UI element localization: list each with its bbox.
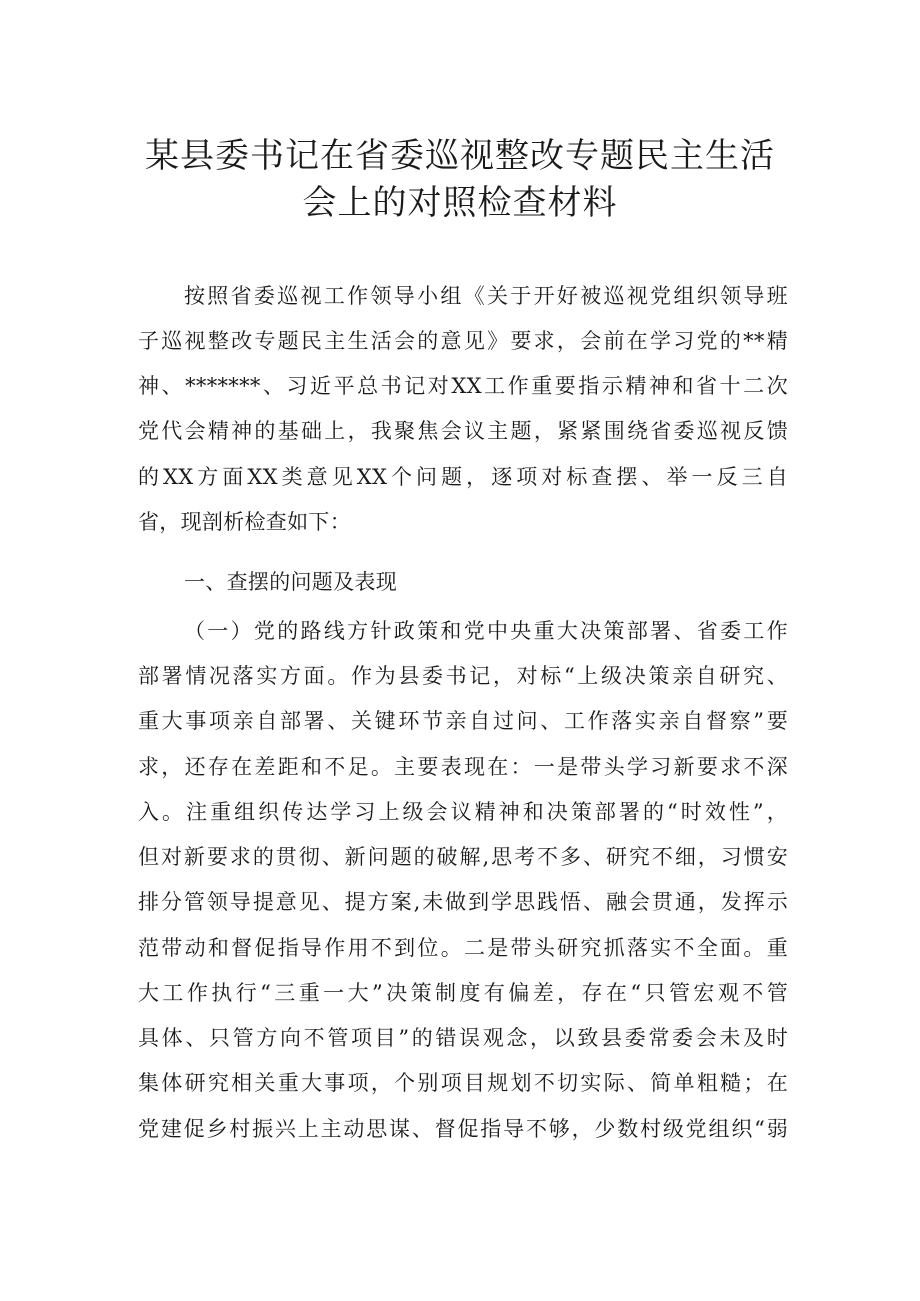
document-title-line-1: 某县委书记在省委巡视整改专题民主生活 (145, 136, 775, 176)
intro-line-3: 神、*******、习近平总书记对XX工作重要指示精神和省十二次 (138, 374, 788, 398)
section-line-2: 部署情况落实方面。作为县委书记，对标“上级决策亲自研究、 (138, 664, 788, 688)
section-line-9: 大工作执行“三重一大”决策制度有偏差，存在“只管宏观不管 (138, 981, 788, 1005)
section-line-1: （一）党的路线方针政策和党中央重大决策部署、省委工作 (184, 619, 788, 643)
intro-line-1: 按照省委巡视工作领导小组《关于开好被巡视党组织领导班 (184, 284, 788, 308)
section-line-10: 具体、只管方向不管项目”的错误观念，以致县委常委会未及时 (138, 1026, 788, 1050)
intro-line-2: 子巡视整改专题民主生活会的意见》要求，会前在学习党的**精 (138, 329, 788, 353)
section-line-12: 党建促乡村振兴上主动思谋、督促指导不够，少数村级党组织“弱 (138, 1117, 788, 1141)
section-line-8: 范带动和督促指导作用不到位。二是带头研究抓落实不全面。重 (138, 936, 788, 960)
section-line-3: 重大事项亲自部署、关键环节亲自过问、工作落实亲自督察”要 (138, 709, 788, 733)
section-line-6: 但对新要求的贯彻、新问题的破解,思考不多、研究不细，习惯安 (138, 845, 788, 869)
intro-line-6: 省，现剖析检查如下： (138, 510, 351, 534)
section-line-5: 入。注重组织传达学习上级会议精神和决策部署的“时效性”， (138, 800, 788, 824)
intro-line-4: 党代会精神的基础上，我聚焦会议主题，紧紧围绕省委巡视反馈 (138, 419, 788, 443)
section-line-7: 排分管领导提意见、提方案,未做到学思践悟、融会贯通，发挥示 (138, 890, 788, 914)
section-line-11: 集体研究相关重大事项，个别项目规划不切实际、简单粗糙；在 (138, 1071, 788, 1095)
document-title-line-2: 会上的对照检查材料 (302, 183, 618, 223)
section-line-4: 求，还存在差距和不足。主要表现在：一是带头学习新要求不深 (138, 755, 788, 779)
intro-line-5: 的XX方面XX类意见XX个问题，逐项对标查摆、举一反三自 (138, 465, 788, 489)
section-heading: 一、查摆的问题及表现 (184, 570, 397, 594)
